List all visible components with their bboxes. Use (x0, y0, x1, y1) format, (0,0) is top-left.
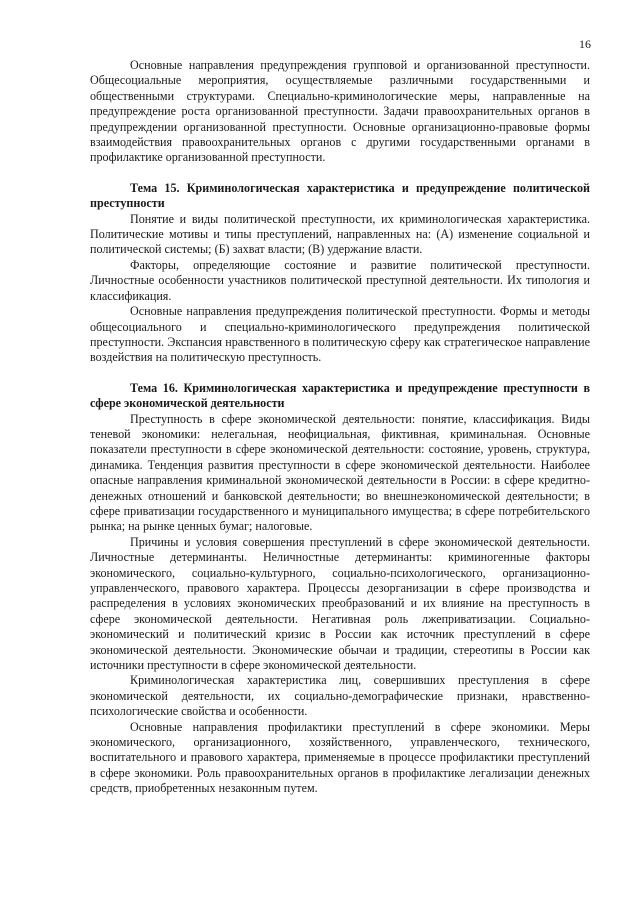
section-gap (90, 366, 590, 381)
topic-15-paragraph: Основные направления предупреждения политической преступности. Формы и методы общесоциального и специально-криминологического предупреждения политической преступности. Экспансия нравственного в политическую сферу как стратегическое направление воздействия на политическую преступность. (90, 304, 590, 365)
topic-15-heading: Тема 15. Криминологическая характеристика и предупреждение политической преступности (90, 180, 590, 211)
page-number: 16 (579, 37, 591, 51)
topic-15-section (90, 181, 590, 366)
topic-15-paragraph: Понятие и виды политической преступности, их криминологическая характеристика. Политические мотивы и типы преступлений, направленных на: (А) изменение социальной и политической системы; (Б) захват власти; (В) удержание власти. (90, 211, 590, 257)
page-content (90, 58, 590, 797)
topic-15-paragraph: Факторы, определяющие состояние и развитие политической преступности. Личностные особенности участников политической преступной деятельности. Их типология и классификация. (90, 257, 590, 303)
intro-section (90, 58, 590, 166)
topic-16-paragraph: Преступность в сфере экономической деятельности: понятие, классификация. Виды теневой экономики: нелегальная, неофициальная, фиктивная, криминальная. Основные показатели преступности в сфере экономической деятельности: состояние, уровень, структура, динамика. Тенденция развития преступности в сфере экономической деятельности. Наиболее опасные направления криминальной экономической деятельности в России: в сфере кредитно-денежных отношений и банковской деятельности; во внешнеэкономической деятельности; в сфере приватизации государственного и муниципального имущества; в сфере потребительского рынка; на рынке ценных бумаг; налоговые. (90, 411, 590, 534)
topic-16-paragraph: Причины и условия совершения преступлений в сфере экономической деятельности. Личностные детерминанты. Неличностные детерминанты: криминогенные факторы экономического, социально-культурного, социально-психологического, организационно-управленческого, правового характера. Процессы дезорганизации в сфере производства и распределения в условиях экономических преобразований и их влияние на преступность в сфере экономической деятельности. Негативная роль лжеприватизации. Социально-экономический и политический кризис в России как источник преступлений в сфере экономической деятельности. Экономические обычаи и традиции, стереотипы в России как источники преступности в сфере экономической деятельности. (90, 534, 590, 673)
topic-16-section (90, 381, 590, 797)
intro-paragraph: Основные направления предупреждения групповой и организованной преступности. Общесоциальные мероприятия, осуществляемые различными государственными и общественными структурами. Специально-криминологические меры, направленные на предупреждение роста организованной преступности. Задачи правоохранительных органов в предупреждении организованной преступности. Основные организационно-правовые формы взаимодействия правоохранительных органов с другими государственными органами в профилактике организованной преступности. (90, 58, 590, 165)
topic-16-heading: Тема 16. Криминологическая характеристика и предупреждение преступности в сфере экономической деятельности (90, 380, 590, 411)
topic-16-paragraph: Криминологическая характеристика лиц, совершивших преступления в сфере экономической деятельности, их социально-демографические признаки, нравственно-психологические свойства и особенности. (90, 673, 590, 719)
topic-16-paragraph: Основные направления профилактики преступлений в сфере экономики. Меры экономического, организационного, хозяйственного, управленческого, технического, воспитательного и правового характера, применяемые в процессе профилактики преступлений в сфере экономики. Роль правоохранительных органов в профилактике легализации денежных средств, приобретенных незаконным путем. (90, 719, 590, 796)
section-gap (90, 166, 590, 181)
